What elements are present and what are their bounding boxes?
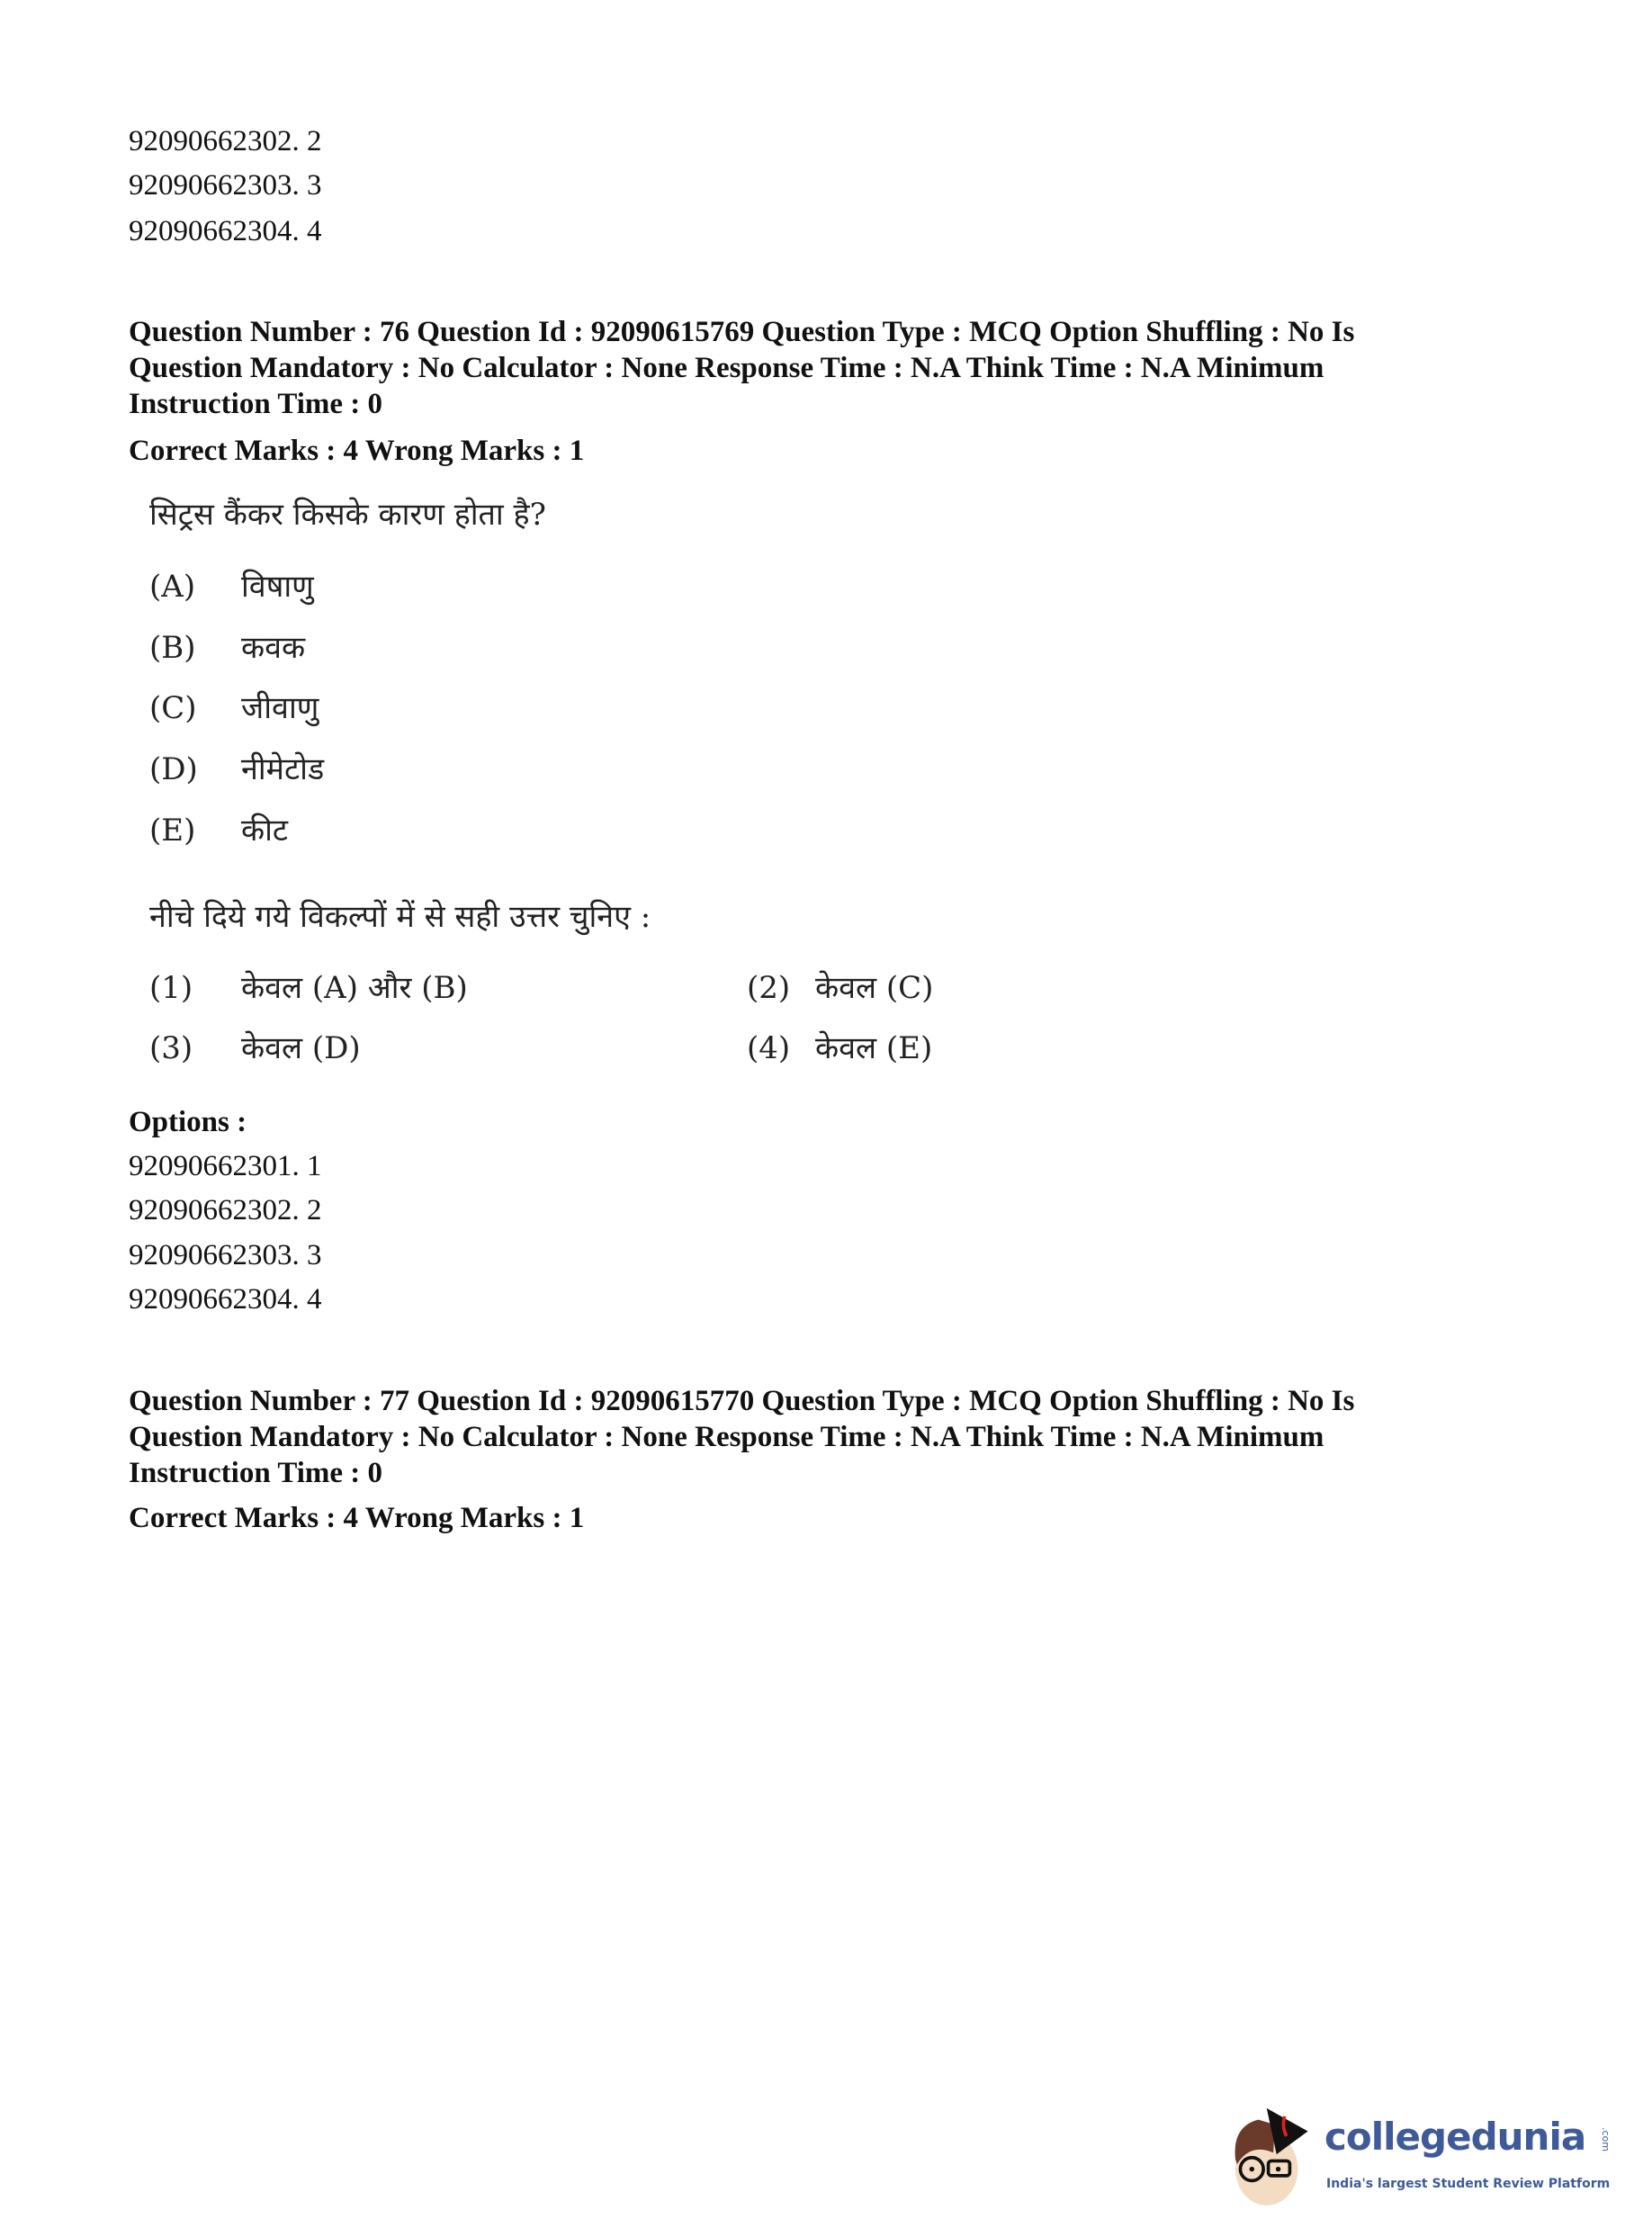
instruction-text: नीचे दिये गये विकल्पों में से सही उत्तर चुनिए : (149, 899, 651, 935)
choice-value: केवल (A) और (B) (241, 970, 468, 1006)
option-line: 92090662304. 4 (129, 215, 322, 247)
item-value: जीवाणु (241, 690, 319, 726)
marks-line: Correct Marks : 4 Wrong Marks : 1 (129, 1502, 585, 1534)
options-label: Options : (129, 1106, 247, 1138)
choice-key: (3) (149, 1030, 193, 1066)
item-value: विषाणु (241, 569, 314, 605)
option-line: 92090662302. 2 (129, 125, 322, 157)
choice-key: (2) (747, 970, 791, 1006)
question-header: Question Number : 77 Question Id : 92090615770 Question Type : MCQ Option Shuffling : No Is (129, 1385, 1355, 1417)
choice-value: केवल (C) (815, 970, 934, 1006)
option-line: 92090662301. 1 (129, 1150, 322, 1182)
marks-line: Correct Marks : 4 Wrong Marks : 1 (129, 435, 585, 467)
collegedunia-logo (1226, 2097, 1648, 2214)
mascot-icon (1226, 2097, 1323, 2214)
item-key: (C) (149, 690, 197, 726)
question-header: Instruction Time : 0 (129, 388, 383, 420)
option-line: 92090662303. 3 (129, 1239, 322, 1271)
option-line: 92090662304. 4 (129, 1283, 322, 1316)
item-value: कीट (241, 813, 289, 849)
option-line: 92090662302. 2 (129, 1194, 322, 1226)
brand-tagline: India's largest Student Review Platform (1326, 2177, 1611, 2191)
item-key: (E) (149, 813, 196, 849)
question-text: सिट्रस कैंकर किसके कारण होता है? (149, 497, 546, 533)
brand-name: collegedunia (1324, 2115, 1586, 2159)
question-header: Question Number : 76 Question Id : 92090615769 Question Type : MCQ Option Shuffling : No Is (129, 316, 1355, 348)
item-key: (D) (149, 751, 198, 787)
item-key: (A) (149, 569, 196, 605)
question-header: Question Mandatory : No Calculator : None Response Time : N.A Think Time : N.A Minimum (129, 352, 1324, 384)
item-value: कवक (241, 630, 306, 666)
choice-value: केवल (D) (241, 1030, 361, 1066)
question-header: Instruction Time : 0 (129, 1457, 383, 1489)
choice-value: केवल (E) (815, 1030, 933, 1066)
option-line: 92090662303. 3 (129, 169, 322, 202)
item-value: नीमेटोड (241, 751, 325, 787)
choice-key: (1) (149, 970, 193, 1006)
brand-suffix: .com (1600, 2127, 1612, 2152)
item-key: (B) (149, 630, 196, 666)
question-header: Question Mandatory : No Calculator : None Response Time : N.A Think Time : N.A Minimum (129, 1421, 1324, 1453)
choice-key: (4) (747, 1030, 791, 1066)
